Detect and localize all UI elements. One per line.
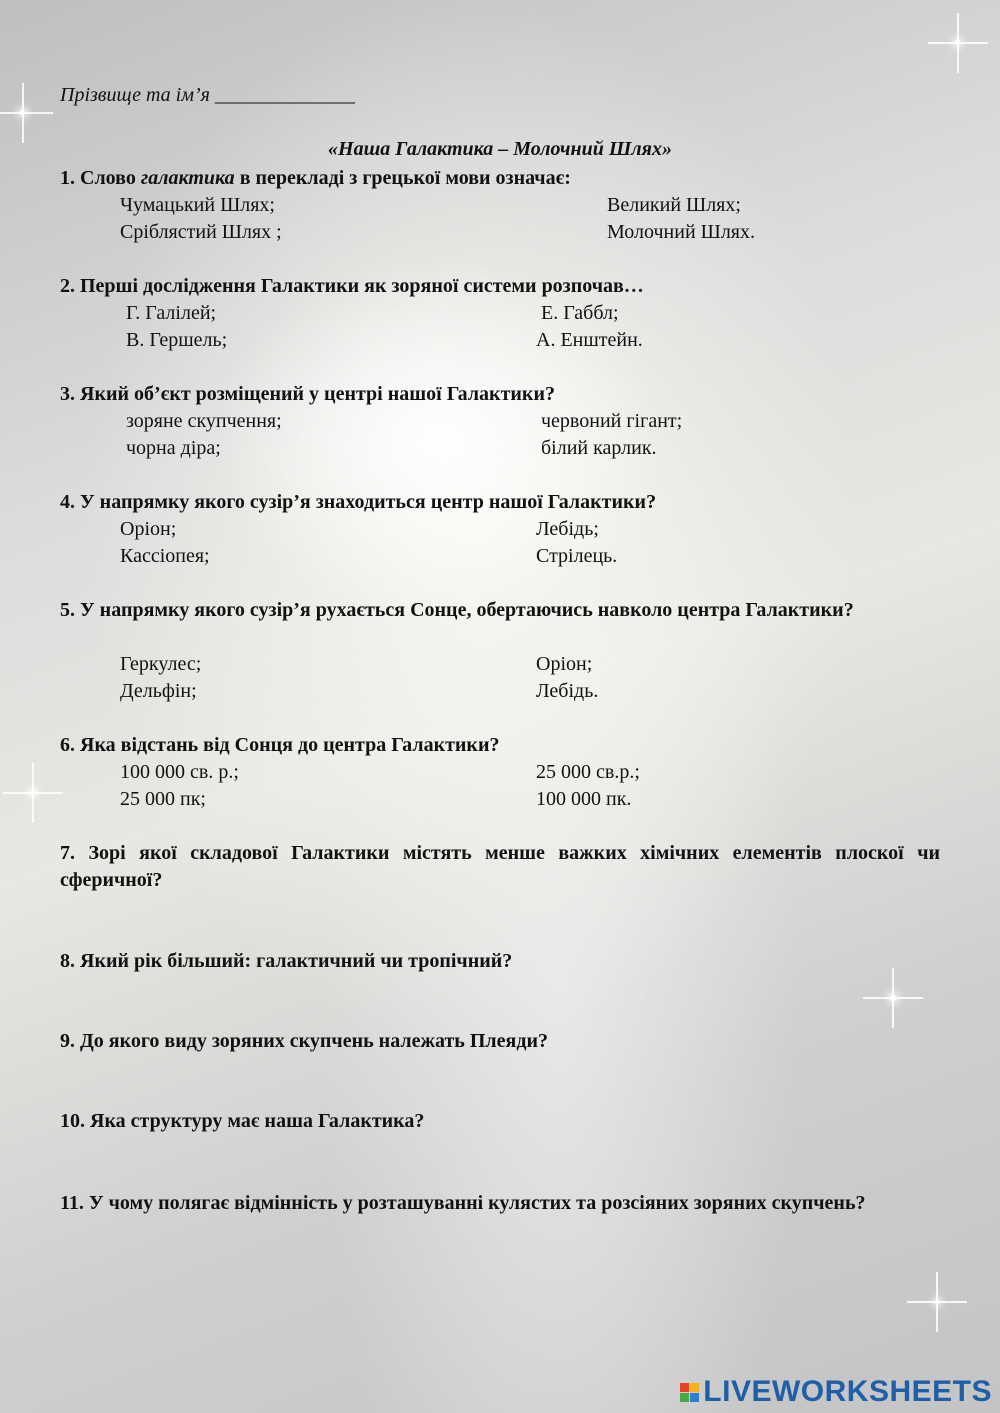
- option-b: Великий Шлях;: [607, 194, 741, 216]
- option-d: Лебідь.: [536, 680, 599, 702]
- option-d: Молочний Шлях.: [607, 221, 756, 243]
- question-4: 4. У напрямку якого сузір’я знаходиться центр нашої Галактики?: [60, 491, 657, 513]
- option-d: Стрілець.: [536, 545, 618, 567]
- liveworksheets-logo: [680, 1375, 992, 1409]
- question-2: 2. Перші дослідження Галактики як зоряної системи розпочав…: [60, 275, 644, 297]
- option-d: А. Енштейн.: [536, 329, 643, 351]
- option-b: Е. Габбл;: [541, 302, 619, 324]
- question-11: 11. У чому полягає відмінність у розташуванні кулястих та розсіяних зоряних скупчень?: [60, 1192, 866, 1214]
- star-decoration: [935, 1300, 939, 1304]
- logo-text: LIVEWORKSHEETS: [703, 1375, 992, 1408]
- option-d: 100 000 пк.: [536, 788, 632, 810]
- option-b: Лебідь;: [536, 518, 599, 540]
- logo-blocks-icon: [680, 1383, 699, 1402]
- star-decoration: [955, 40, 960, 45]
- option-b: Оріон;: [536, 653, 593, 675]
- option-a: Чумацький Шлях;: [120, 194, 275, 216]
- question-3: 3. Який об’єкт розміщений у центрі нашої Галактики?: [60, 383, 555, 405]
- star-decoration: [890, 995, 896, 1001]
- option-a: Геркулес;: [120, 653, 202, 675]
- option-a: Оріон;: [120, 518, 177, 540]
- option-c: чорна діра;: [126, 437, 221, 459]
- option-c: В. Гершель;: [126, 329, 228, 351]
- question-10: 10. Яка структуру має наша Галактика?: [60, 1110, 425, 1132]
- question-1: 1. Слово галактика в перекладі з грецької мови означає:: [60, 167, 571, 189]
- option-a: Г. Галілей;: [126, 302, 217, 324]
- question-9: 9. До якого виду зоряних скупчень належать Плеяди?: [60, 1030, 548, 1052]
- option-d: білий карлик.: [541, 437, 657, 459]
- question-6: 6. Яка відстань від Сонця до центра Галактики?: [60, 734, 500, 756]
- name-field-label: Прізвище та ім’я ______________: [60, 84, 355, 106]
- question-7: 7. Зорі якої складової Галактики містять менше важких хімічних елементів плоскої чи сферичної?: [60, 842, 940, 891]
- option-c: 25 000 пк;: [120, 788, 206, 810]
- option-c: Дельфін;: [120, 680, 197, 702]
- option-a: 100 000 св. р.;: [120, 761, 239, 783]
- option-b: червоний гігант;: [541, 410, 683, 432]
- option-b: 25 000 св.р.;: [536, 761, 640, 783]
- option-c: Сріблястий Шлях ;: [120, 221, 282, 243]
- question-8: 8. Який рік більший: галактичний чи тропічний?: [60, 950, 513, 972]
- page-title: «Наша Галактика – Молочний Шлях»: [328, 138, 672, 160]
- option-a: зоряне скупчення;: [126, 410, 282, 432]
- question-5: 5. У напрямку якого сузір’я рухається Сонце, обертаючись навколо центра Галактики?: [60, 599, 854, 621]
- italic-term: галактика: [140, 167, 235, 189]
- star-decoration: [30, 790, 35, 795]
- star-decoration: [20, 110, 25, 115]
- option-c: Кассіопея;: [120, 545, 210, 567]
